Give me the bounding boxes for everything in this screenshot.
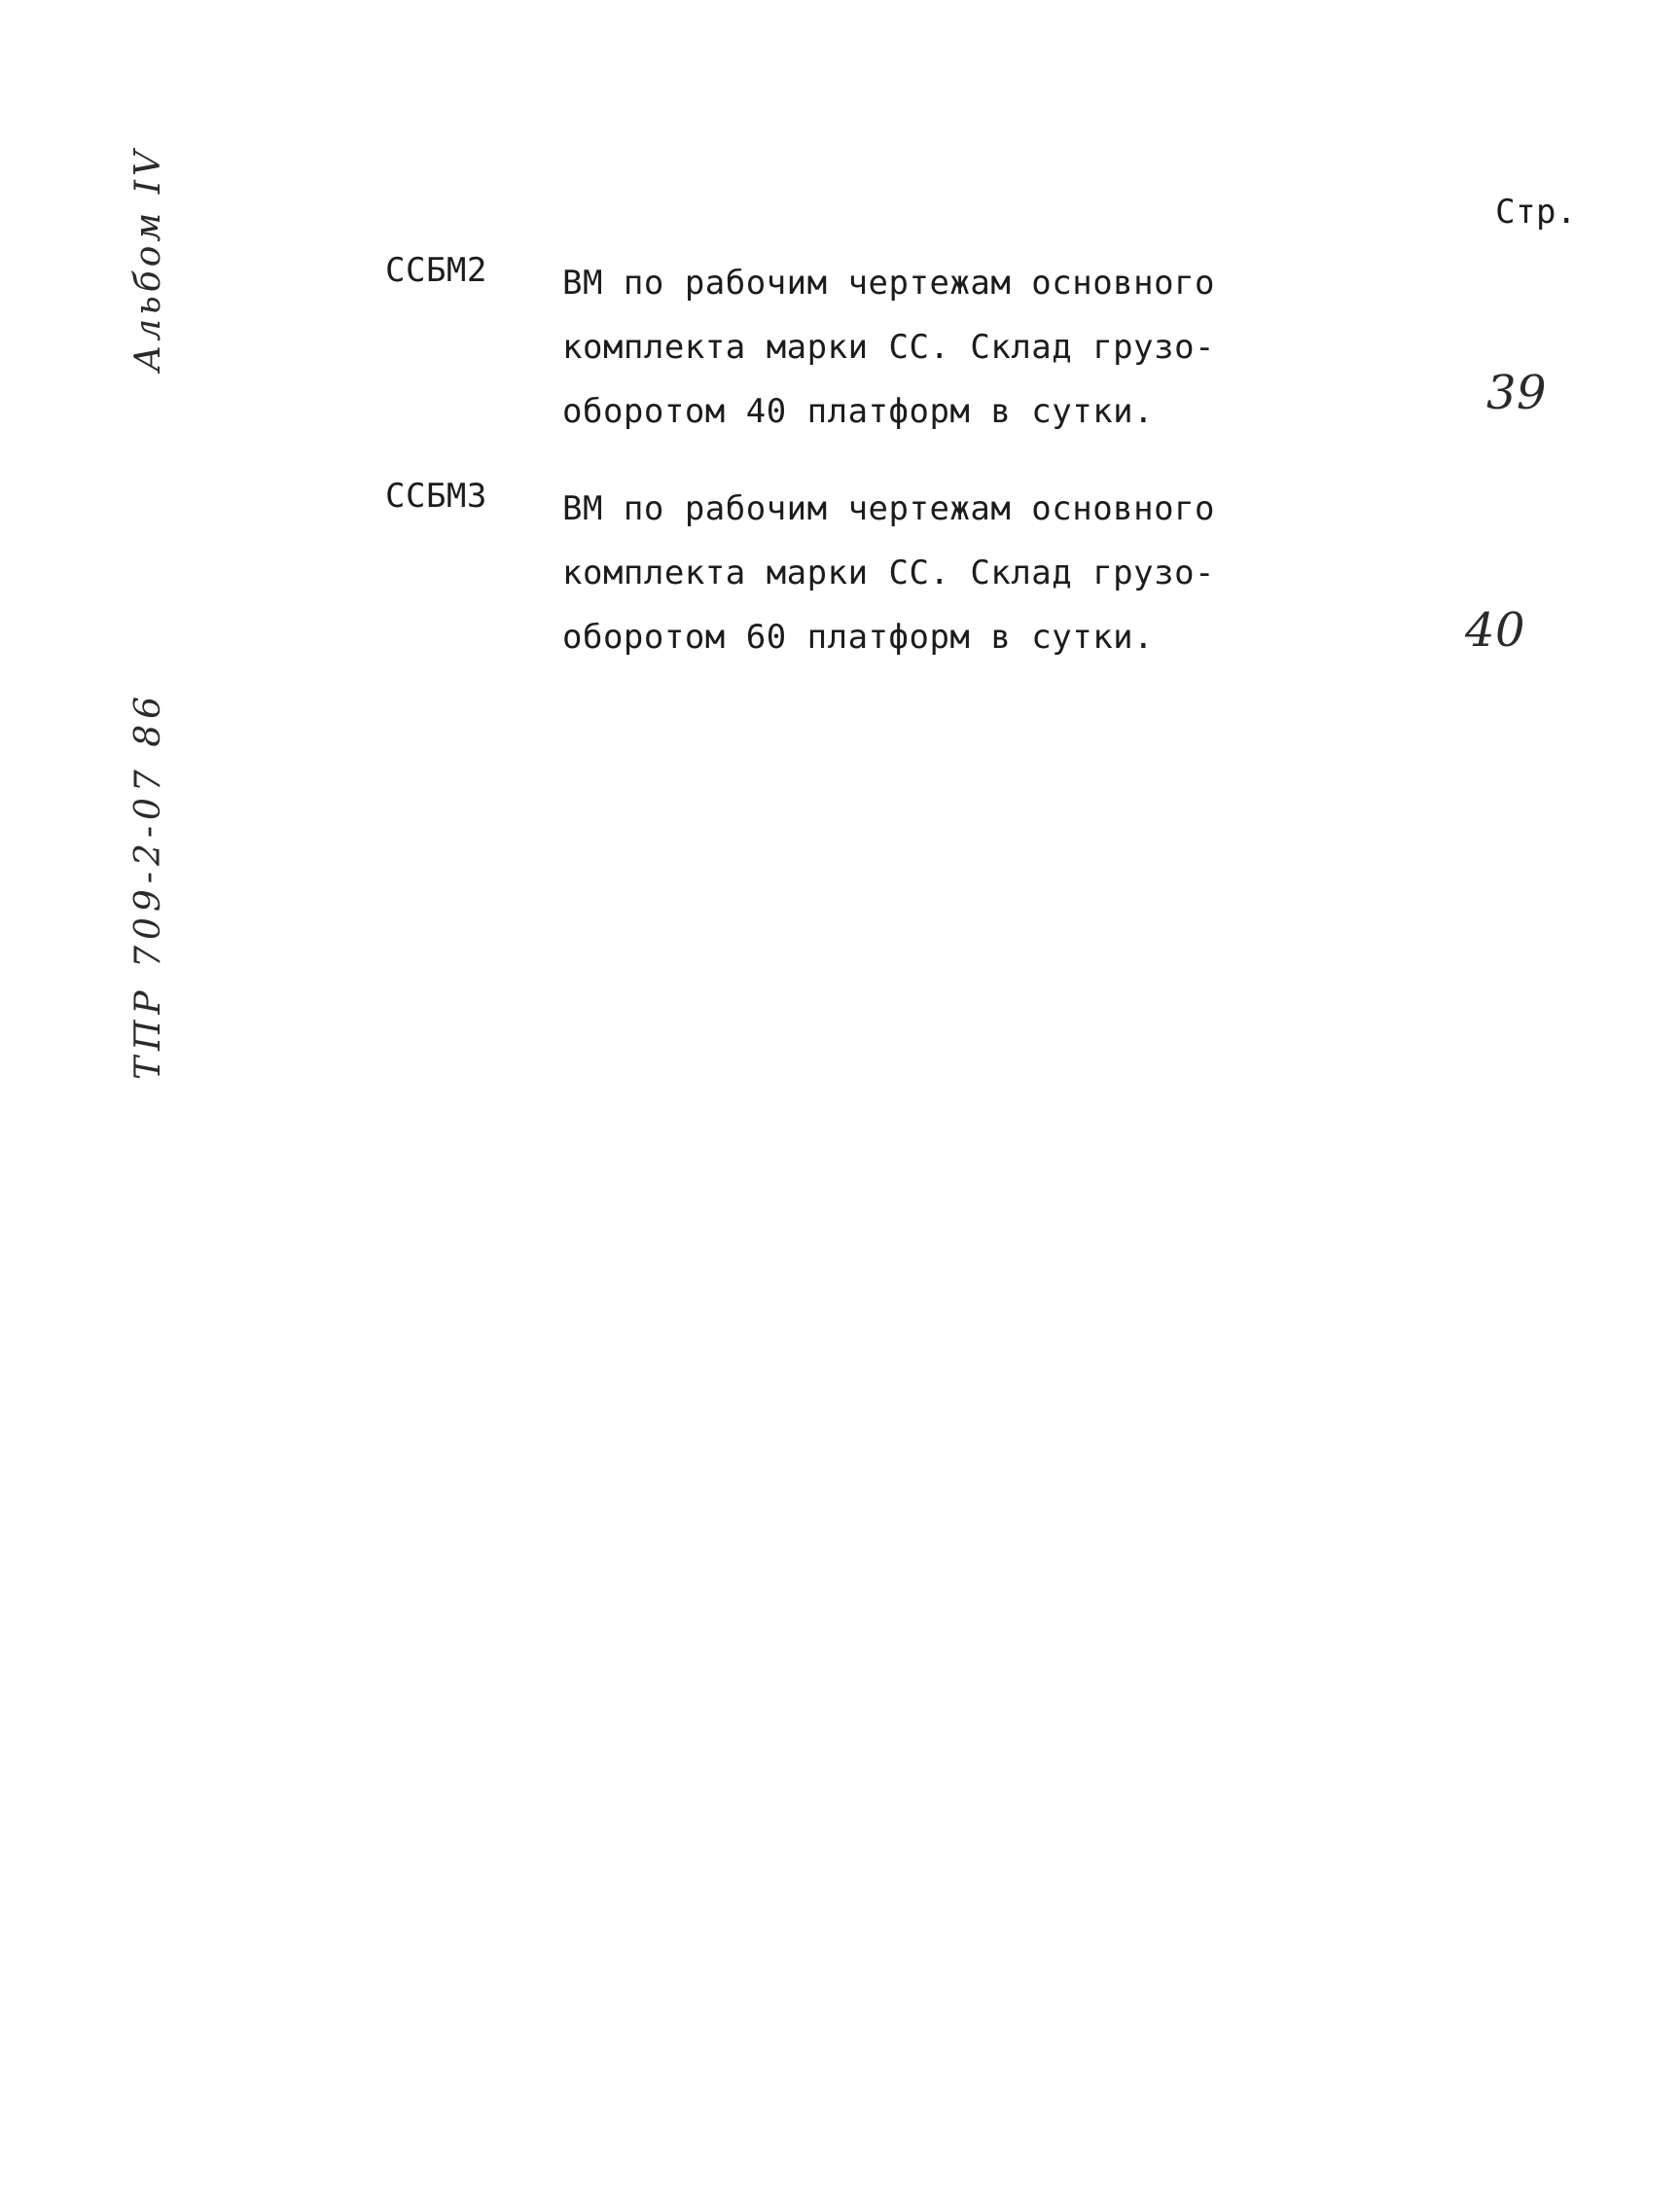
album-margin-note: Альбом IV (128, 147, 168, 372)
entry-code: ССБМ2 (385, 251, 487, 290)
entry-description-line: комплекта марки СС. Склад грузо- (562, 554, 1216, 592)
entry-code: ССБМЗ (385, 477, 487, 516)
page-column-header: Стр. (1495, 193, 1577, 232)
entry-description (562, 477, 1243, 669)
entry-description-line: оборотом 60 платформ в сутки. (562, 618, 1155, 657)
entry-description-line: ВМ по рабочим чертежам основного (562, 264, 1216, 303)
entry-page-number: 40 (1465, 603, 1526, 658)
project-code-margin-note: ТПР 709-2-07 86 (128, 690, 168, 1080)
entry-page-number: 39 (1486, 366, 1548, 420)
entry-description-line: ВМ по рабочим чертежам основного (562, 489, 1216, 528)
entry-description-line: комплекта марки СС. Склад грузо- (562, 328, 1216, 367)
entry-description-line: оборотом 40 платформ в сутки. (562, 392, 1155, 431)
entry-description (562, 251, 1243, 444)
